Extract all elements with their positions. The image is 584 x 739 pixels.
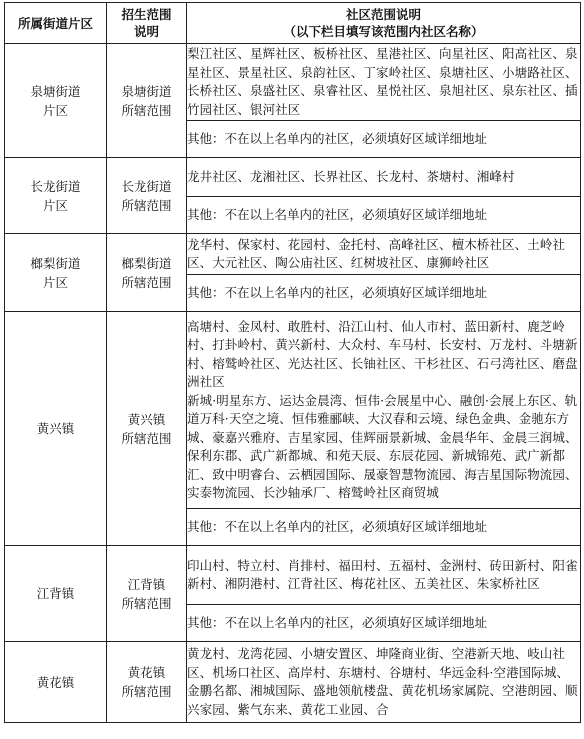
header-area: 所属街道片区 — [5, 3, 107, 44]
scope-cell: 泉塘街道 所辖范围 — [107, 44, 187, 158]
community-list: 黄龙村、龙湾花园、小塘安置区、坤隆商业街、空港新天地、岐山社区、机场口社区、高岸村、东塘村、谷塘村、华远金科·空港国际城、金鹏名都、湘城国际、盛地领航楼盘、黄花机场家属院、空港朗园、顺兴家园、紫气东来、黄花工业园、合 — [187, 642, 581, 723]
area-cell: 榔梨街道 片区 — [5, 234, 107, 312]
area-cell: 江背镇 — [5, 546, 107, 642]
other-note: 其他：不在以上名单内的社区，必须填好区域详细地址 — [187, 605, 581, 642]
table-row — [5, 642, 581, 723]
area-cell: 泉塘街道 片区 — [5, 44, 107, 158]
scope-cell: 江背镇 所辖范围 — [107, 546, 187, 642]
community-list: 龙井社区、龙湘社区、长界社区、长龙村、茶塘村、湘峰村 — [187, 158, 581, 197]
other-note: 其他：不在以上名单内的社区，必须填好区域详细地址 — [187, 275, 581, 312]
area-cell: 长龙街道 片区 — [5, 158, 107, 234]
header-scope: 招生范围 说明 — [107, 3, 187, 44]
table-row — [5, 546, 581, 605]
scope-cell: 黄花镇 所辖范围 — [107, 642, 187, 723]
area-cell: 黄兴镇 — [5, 312, 107, 546]
table-row — [5, 234, 581, 275]
community-scope-table — [4, 2, 581, 723]
header-description: 社区范围说明 （以下栏目填写该范围内社区名称） — [187, 3, 581, 44]
other-note: 其他：不在以上名单内的社区，必须填好区域详细地址 — [187, 509, 581, 546]
scope-cell: 黄兴镇 所辖范围 — [107, 312, 187, 546]
table-row — [5, 44, 581, 121]
other-note: 其他：不在以上名单内的社区，必须填好区域详细地址 — [187, 121, 581, 158]
community-list: 高塘村、金凤村、敢胜村、沿江山村、仙人市村、蓝田新村、鹿芝岭村、打卦岭村、黄兴新村、大众村、车马村、长安村、万龙村、斗塘新村、榕鹫岭社区、光达社区、长铀社区、干杉社区、石弓湾社区、磨盘洲社区 新城·明星东方、运达金晨湾、恒伟·会展星中心、融创·会展上东区、轨道万科·天空之境、恒伟雅郦峡、大汉春和云境、绿色金典、金驰东方城、豪嘉兴雅府、吉星家园、佳辉丽景新城、金晨华年、金晨三润城、保利东郡、武广新都城、和苑天辰、东辰花园、新城锦苑、武广新都汇、致中明睿台、云栖园国际、晟豪智慧物流园、海吉星国际物流园、实泰物流园、长沙轴承厂、榕鹫岭社区商贸城 — [187, 312, 581, 509]
community-list: 梨江社区、星辉社区、板桥社区、星港社区、向星社区、阳高社区、泉星社区、景星社区、泉韵社区、丁家岭社区、泉塘社区、小塘路社区、长桥社区、泉盛社区、泉睿社区、星悦社区、泉旭社区、泉东社区、插竹园社区、银河社区 — [187, 44, 581, 121]
other-note: 其他：不在以上名单内的社区，必须填好区域详细地址 — [187, 197, 581, 234]
community-list: 印山村、特立村、肖排村、福田村、五福村、金洲村、砖田新村、阳雀新村、湘阴港村、江背社区、梅花社区、五美社区、朱家桥社区 — [187, 546, 581, 605]
scope-cell: 长龙街道 所辖范围 — [107, 158, 187, 234]
table-row — [5, 158, 581, 197]
community-list: 龙华村、保家村、花园村、金托村、高峰社区、檀木桥社区、土岭社区、大元社区、陶公庙社区、红树坡社区、康狮岭社区 — [187, 234, 581, 275]
scope-cell: 榔梨街道 所辖范围 — [107, 234, 187, 312]
area-cell: 黄花镇 — [5, 642, 107, 723]
table-header-row — [5, 3, 581, 44]
table-row — [5, 312, 581, 509]
